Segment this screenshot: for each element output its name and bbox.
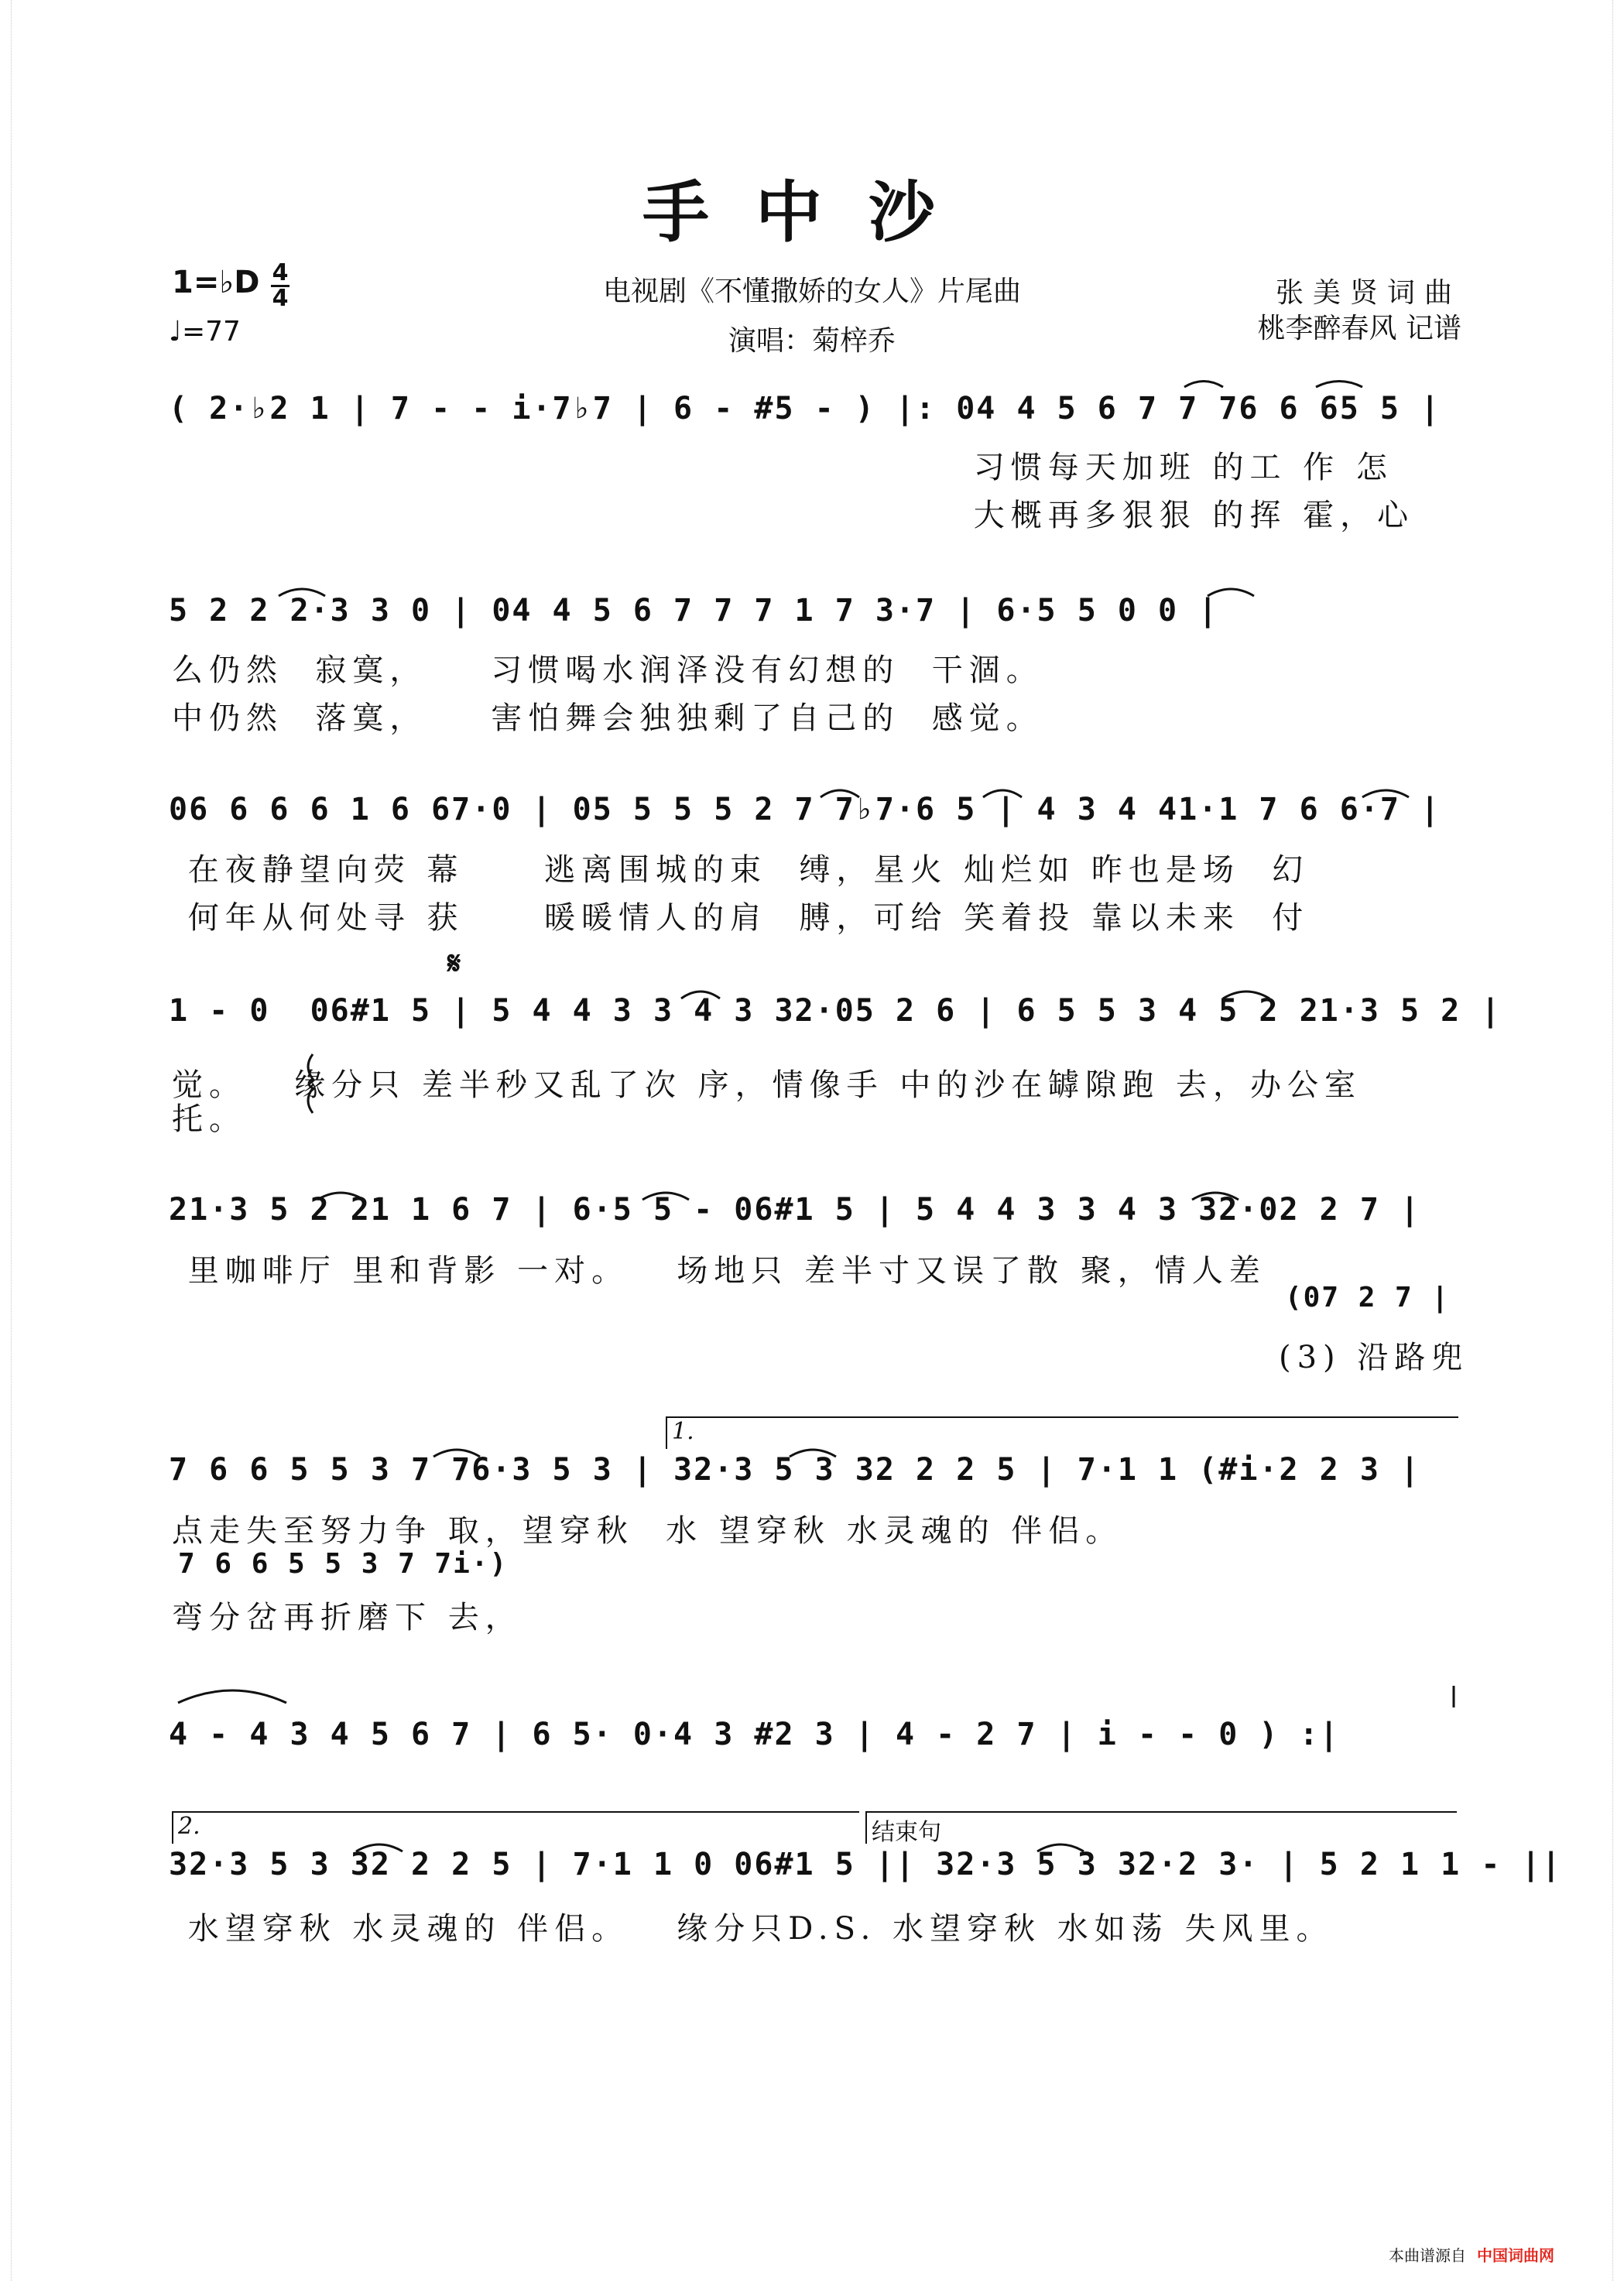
ending-phrase-label: 结束句 [872,1819,941,1846]
footer-site-name[interactable]: 中国词曲网 [1477,2246,1554,2265]
slur-15 [178,1690,286,1703]
system-2-notes: 5 2 2 2·3 3 0 | 04 4 5 6 7 7 7 1 7 3·7 | 6·5 5 0 0 | [169,593,1219,628]
system-6-lyric-1: 点走失至努力争 取，望穿秋 水 望穿秋 水灵魂的 伴侣。 [172,1513,1123,1549]
system-5-lyric-1: 里咖啡厅 里和背影 一对。 场地只 差半寸又误了散 聚，情人差 [172,1253,1266,1289]
slur-9 [1223,992,1269,998]
volta-first-label: 1. [672,1418,694,1445]
system-6-alt-lyric: 弯分岔再折磨下 去， [172,1600,522,1635]
system-3-notes: 06 6 6 6 1 6 67·0 | 05 5 5 5 2 7 7♭7·6 5 | 4 3 4 41·1 7 6 6·7 | [169,792,1441,827]
subtitle: 电视剧《不懂撒娇的女人》片尾曲 [602,276,1021,307]
system-2-lyric-2: 中仍然 落寞， 害怕舞会独独剩了自己的 感觉。 [172,700,1043,736]
system-3-lyric-2: 何年从何处寻 获 暖暖情人的肩 膊，可给 笑着投 靠以未来 付 [172,900,1310,936]
transcriber-credit: 桃李醉春风 记谱 [1257,313,1461,344]
slur-8 [681,992,720,998]
singer: 演唱：菊梓乔 [728,325,896,357]
system-1-notes: ( 2·♭2 1 | 7 - - i·7♭7 | 6 - #5 - ) |: 04 4 5 6 7 7 76 6 65 5 | [169,391,1441,426]
system-5-alt-notes: (07 2 7 | [1285,1282,1451,1313]
system-2-lyric-1: 么仍然 寂寞， 习惯喝水润泽没有幻想的 干涸。 [172,652,1043,688]
system-8-lyric-1: 水望穿秋 水灵魂的 伴侣。 缘分只D.S. 水望穿秋 水如荡 失风里。 [172,1911,1334,1947]
system-6-notes: 7 6 6 5 5 3 7 76·3 5 3 | 32·3 5 3 32 2 2 5 | 7·1 1 (#i·2 2 3 | [169,1452,1421,1488]
slur-17 [1037,1844,1084,1851]
slur-16 [356,1844,403,1851]
time-signature-bottom: 4 [272,285,289,312]
system-3-lyric-1: 在夜静望向荧 幕 逃离围城的束 缚，星火 灿烂如 昨也是场 幻 [172,852,1310,888]
key-signature: 1=♭D [172,265,260,300]
volta-second-label: 2. [178,1813,200,1840]
system-7-notes: 4 - 4 3 4 5 6 7 | 6 5· 0·4 3 #2 3 | 4 - 2 7 | i - - 0 ) :| [169,1717,1340,1752]
lyric-verse-brace [308,1054,313,1113]
system-1-lyric-1: 习惯每天加班 的工 作 怎 [172,450,1393,485]
system-5-notes: 21·3 5 2 21 1 6 7 | 6·5 5 - 06#1 5 | 5 4 4 3 3 4 3 32·02 2 7 | [169,1192,1421,1228]
slur-7 [1362,790,1409,797]
system-1-lyric-2: 大概再多狠狠 的挥 霍，心 [172,498,1415,533]
composer-credit: 张美贤词曲 [1275,277,1461,309]
footer-source [1389,2243,1554,2266]
slur-6 [821,790,859,797]
system-4-lyric-1: 觉。 缘分只 差半秒又乱了次 序，情像手 中的沙在罅隙跑 去，办公室 [172,1067,1362,1103]
slur-1 [1184,382,1223,388]
slur-4 [1208,589,1254,596]
system-5-alt-lyric: (3) 沿路兜 [1279,1340,1469,1375]
system-4-notes: 1 - 0 06#1 5 | 5 4 4 3 3 4 3 32·05 2 6 | 6 5 5 3 4 5 2 21·3 5 2 | [169,993,1502,1029]
footer-source-label: 本曲谱源自 [1389,2246,1466,2265]
slur-3 [279,589,325,596]
slur-13 [433,1450,480,1457]
segno-sign: 𝄋 [447,946,461,981]
tempo-marking: ♩=77 [169,316,241,348]
slur-14 [790,1450,836,1457]
system-6-alt-notes: 7 6 6 5 5 3 7 7i·) [178,1548,509,1580]
slur-5 [983,790,1022,797]
slur-10 [317,1193,364,1200]
slur-11 [642,1193,689,1200]
time-signature-top: 4 [272,259,289,286]
song-title: 手中沙 [642,173,982,252]
system-8-notes: 32·3 5 3 32 2 2 5 | 7·1 1 0 06#1 5 || 32·3 5 3 32·2 3· | 5 2 1 1 - || [169,1847,1562,1882]
system-4-lyric-2: 托。 [172,1101,246,1137]
slur-12 [1192,1193,1239,1200]
slur-2 [1316,382,1362,388]
